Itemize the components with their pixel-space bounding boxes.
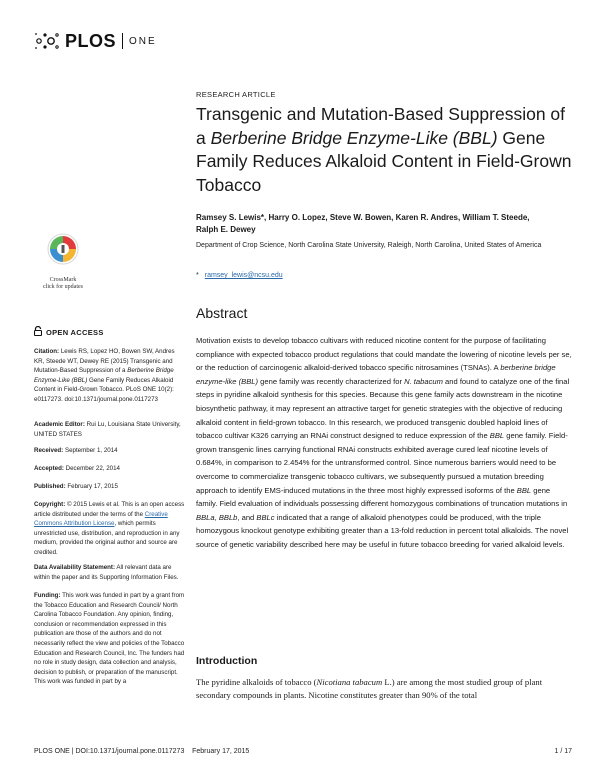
funding-block	[34, 591, 186, 687]
open-access-label: OPEN ACCESS	[46, 327, 104, 337]
open-lock-icon	[34, 326, 42, 338]
email-link[interactable]: ramsey_lewis@ncsu.edu	[204, 272, 283, 279]
corresponding-marker: *	[196, 272, 199, 279]
corresponding-email	[196, 272, 283, 279]
abstract-seg-2: gene family was recently characterized for	[258, 376, 405, 386]
received-block	[34, 446, 186, 456]
abstract-italic-5: BBLa	[196, 512, 215, 522]
journal-name: PLOS	[65, 30, 117, 51]
intro-seg-2: L.) are among the most studied group of plant secondary compounds in plants. Nicotine constitutes greater than 90% of the total	[196, 677, 543, 700]
abstract-seg-1: Motivation exists to develop tobacco cultivars with reduced nicotine content for the purpose of facilitating compliance with expected tobacco product regulations that could mandate the lowering of nicotine levels per se, or the reduction of carcinogenic alkaloid-derived tobacco specific nitrosamines (TSNAs). A	[196, 336, 572, 373]
abstract-seg-6: ,	[214, 512, 219, 522]
abstract-seg-5: gene family. Field evaluation of individuals possessing different homozygous combinations of truncation mutations in	[196, 485, 568, 509]
funding-text: This work was funded in part by a grant from the Tobacco Education and Research Council/ North Carolina Tobacco Foundation. Any opinion, finding, conclusion or recommendation expressed in this publication are those of the authors and do not necessarily reflect the view and policies of the Tobacco Education and Research Council, Inc. The funders had no role in study design, data collection and analysis, decision to publish, or preparation of the manuscript. This work was funded in part by a	[34, 592, 185, 686]
intro-italic-1: Nicotiana tabacum	[316, 677, 383, 687]
received-date: September 1, 2014	[63, 447, 118, 454]
title-part-1: Transgenic and Mutation-Based Suppression of a	[196, 104, 566, 148]
plos-dots-icon	[34, 30, 62, 52]
introduction-text	[196, 676, 572, 702]
citation-text-1: Lewis RS, Lopez HO, Bowen SW, Andres KR, Steede WT, Dewey RE (2015) Transgenic and Mutation-Based Suppression of a	[34, 348, 175, 375]
abstract-italic-2: N. tabacum	[404, 376, 443, 386]
abstract-text	[196, 334, 572, 552]
abstract-seg-8: indicated that a range of alkaloid phenotypes could be produced, with the triple homozygous knockout genotype exhibiting greater than a 13-fold reduction in percent total alkaloids. The novel source of genetic variability described here may be useful in future tobacco breeding for varied alkaloid levels.	[196, 512, 569, 549]
copyright-text-2: , which permits unrestricted use, distribution, and reproduction in any medium, provided the original author and source are credited.	[34, 520, 180, 556]
abstract-heading: Abstract	[196, 305, 248, 321]
crossmark-label: CrossMark	[49, 277, 77, 283]
accepted-date: December 22, 2014	[63, 465, 120, 472]
logo-divider	[122, 33, 123, 49]
page-number: 1 / 17	[554, 748, 572, 755]
title-part-2: Gene Family Reduces Alkaloid Content in Field-Grown Tobacco	[196, 127, 572, 195]
intro-seg-1: The pyridine alkaloids of tobacco (	[196, 677, 317, 687]
data-availability-block	[34, 563, 186, 582]
funding-label: Funding:	[34, 592, 61, 599]
crossmark-icon	[46, 232, 80, 272]
citation-italic: Berberine Bridge Enzyme-Like (BBL)	[34, 367, 174, 384]
copyright-label: Copyright:	[34, 501, 66, 508]
citation-text-2: Gene Family Reduces Alkaloid Content in Field-Grown Tobacco. PLoS ONE 10(2): e0117273. doi:10.1371/journal.pone.0117273	[34, 376, 174, 403]
journal-subname: ONE	[129, 35, 157, 47]
received-label: Received:	[34, 447, 64, 454]
author-line-1: Ramsey S. Lewis*, Harry O. Lopez, Steve W. Bowen, Karen R. Andres, William T. Steede,	[196, 213, 530, 222]
accepted-label: Accepted:	[34, 465, 64, 472]
citation-label: Citation:	[34, 348, 60, 355]
editor-text: Rui Lu, Louisiana State University, UNITED STATES	[34, 421, 181, 438]
editor-label: Academic Editor:	[34, 421, 85, 428]
data-availability-text: All relevant data are within the paper and its Supporting Information Files.	[34, 564, 179, 581]
abstract-seg-4: gene family. Field-grown transgenic lines carrying functional RNAi constructs exhibited average cured leaf nicotine levels of 0.684%, in comparison to 2.454% for the untransformed control. Since numerous barriers would need to be overcome to commercialize transgenic tobacco cultivars, we subsequently pursued a mutation breeding approach to identify EMS-induced mutations in the three most highly expressed isoforms of the	[196, 431, 568, 495]
accepted-block	[34, 464, 186, 474]
academic-editor-block	[34, 420, 186, 439]
introduction-heading: Introduction	[196, 655, 258, 667]
citation-block	[34, 347, 186, 405]
abstract-italic-7: BBLc	[256, 512, 275, 522]
page-footer	[34, 748, 572, 755]
journal-logo	[34, 30, 157, 52]
abstract-italic-6: BBLb	[218, 512, 238, 522]
copyright-block	[34, 500, 186, 558]
author-list	[196, 212, 572, 236]
author-line-2: Ralph E. Dewey	[196, 225, 256, 234]
footer-citation: PLOS ONE | DOI:10.1371/journal.pone.0117273 February 17, 2015	[34, 748, 250, 755]
license-link[interactable]: Creative Commons Attribution License	[34, 510, 168, 528]
affiliation: Department of Crop Science, North Carolina State University, Raleigh, North Carolina, United States of America	[196, 242, 542, 249]
published-label: Published:	[34, 483, 66, 490]
data-availability-label: Data Availability Statement:	[34, 564, 116, 571]
crossmark-badge[interactable]	[38, 232, 88, 291]
abstract-italic-3: BBL	[489, 431, 505, 441]
published-date: February 17, 2015	[65, 483, 118, 490]
abstract-italic-1: berberine bridge enzyme-like (BBL)	[196, 363, 556, 386]
abstract-italic-4: BBL	[516, 485, 532, 495]
crossmark-sublabel: click for updates	[43, 284, 83, 290]
open-access-badge	[34, 326, 104, 338]
article-type: RESEARCH ARTICLE	[196, 90, 276, 99]
abstract-seg-7: , and	[237, 512, 257, 522]
copyright-text-1: © 2015 Lewis et al. This is an open access article distributed under the terms of the	[34, 501, 185, 518]
abstract-seg-3: and found to catalyze one of the final steps in pyridine alkaloid synthesis for this species. Because this gene family acts downstream in the nicotine biosynthetic pathway, it may represent an attractive target for genetic strategies with the objective of reducing alkaloid content in field-grown tobacco. In this research, we produced transgenic doubled haploid lines of tobacco cultivar K326 carrying an RNAi construct designed to reduce expression of the	[196, 376, 570, 441]
article-title	[196, 103, 572, 197]
title-italic: Berberine Bridge Enzyme-Like (BBL)	[210, 127, 498, 148]
published-block	[34, 482, 186, 492]
